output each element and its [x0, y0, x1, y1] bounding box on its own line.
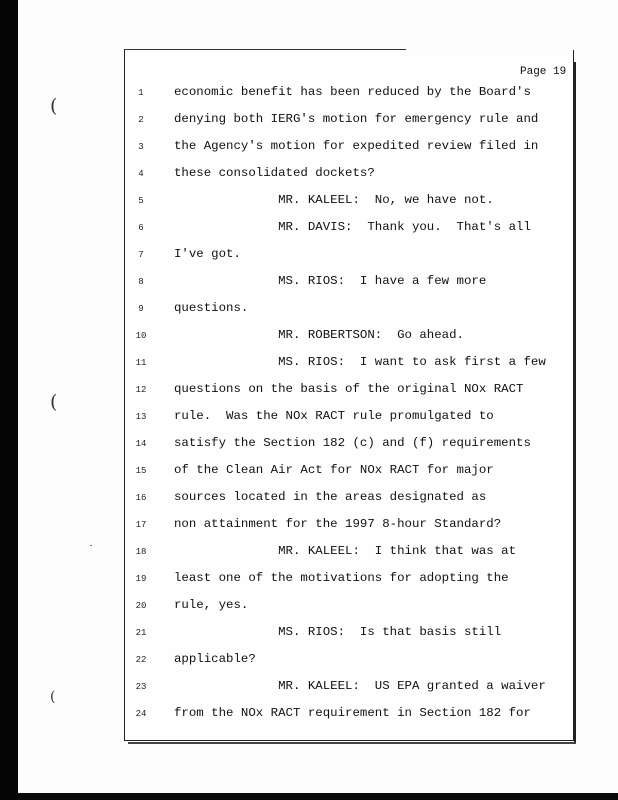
- line-number: 24: [135, 709, 147, 719]
- transcript-line: non attainment for the 1997 8-hour Standard?: [174, 517, 502, 531]
- line-number: 13: [135, 412, 147, 422]
- line-number: 9: [138, 304, 144, 314]
- line-number: 8: [138, 277, 144, 287]
- transcript-line: MR. KALEEL: No, we have not.: [174, 193, 494, 207]
- transcript-line: MR. KALEEL: I think that was at: [174, 544, 517, 558]
- transcript-line: from the NOx RACT requirement in Section 182 for: [174, 706, 531, 720]
- line-number: 20: [135, 601, 147, 611]
- line-number: 11: [135, 358, 147, 368]
- line-number: 10: [135, 331, 147, 341]
- line-number: 5: [138, 196, 144, 206]
- transcript-line: MR. DAVIS: Thank you. That's all: [174, 220, 531, 234]
- line-number: 21: [135, 628, 147, 638]
- line-number: 4: [138, 169, 144, 179]
- transcript-line: I've got.: [174, 247, 241, 261]
- transcript-line: MS. RIOS: I want to ask first a few: [174, 355, 546, 369]
- transcript-line: satisfy the Section 182 (c) and (f) requirements: [174, 436, 531, 450]
- transcript-line: questions on the basis of the original NOx RACT: [174, 382, 524, 396]
- transcript-line: of the Clean Air Act for NOx RACT for major: [174, 463, 494, 477]
- scanner-left-edge: [0, 0, 18, 800]
- transcript-line: MR. ROBERTSON: Go ahead.: [174, 328, 464, 342]
- transcript-line: least one of the motivations for adopting the: [174, 571, 509, 585]
- line-number: 16: [135, 493, 147, 503]
- line-number: 3: [138, 142, 144, 152]
- line-number: 6: [138, 223, 144, 233]
- transcript-line: MS. RIOS: Is that basis still: [174, 625, 502, 639]
- line-number: 22: [135, 655, 147, 665]
- transcript-line: MS. RIOS: I have a few more: [174, 274, 487, 288]
- line-number: 19: [135, 574, 147, 584]
- transcript-line: rule, yes.: [174, 598, 249, 612]
- page-number: Page 19: [520, 66, 567, 78]
- transcript-line: MR. KALEEL: US EPA granted a waiver: [174, 679, 546, 693]
- line-number: 17: [135, 520, 147, 530]
- line-number: 15: [135, 466, 147, 476]
- transcript-line: questions.: [174, 301, 249, 315]
- page-shadow-bottom: [128, 742, 576, 744]
- line-number: 2: [138, 115, 144, 125]
- transcript-line: denying both IERG's motion for emergency rule and: [174, 112, 539, 126]
- transcript-line: these consolidated dockets?: [174, 166, 375, 180]
- page-shadow-right: [574, 62, 576, 744]
- binder-hole-mark-top: (: [50, 95, 58, 117]
- transcript-line: economic benefit has been reduced by the Board's: [174, 85, 531, 99]
- line-number: 1: [138, 88, 144, 98]
- line-number: 23: [135, 682, 147, 692]
- transcript-line: rule. Was the NOx RACT rule promulgated to: [174, 409, 494, 423]
- transcript-line: applicable?: [174, 652, 256, 666]
- scan-speck: [90, 545, 92, 546]
- line-number: 12: [135, 385, 147, 395]
- line-number: 7: [138, 250, 144, 260]
- transcript-line: sources located in the areas designated as: [174, 490, 487, 504]
- transcript-line: the Agency's motion for expedited review filed in: [174, 139, 539, 153]
- line-number: 18: [135, 547, 147, 557]
- scanner-bottom-edge: [18, 793, 618, 800]
- binder-hole-mark-bottom: (: [50, 689, 56, 705]
- binder-hole-mark-middle: (: [50, 391, 58, 413]
- line-number: 14: [135, 439, 147, 449]
